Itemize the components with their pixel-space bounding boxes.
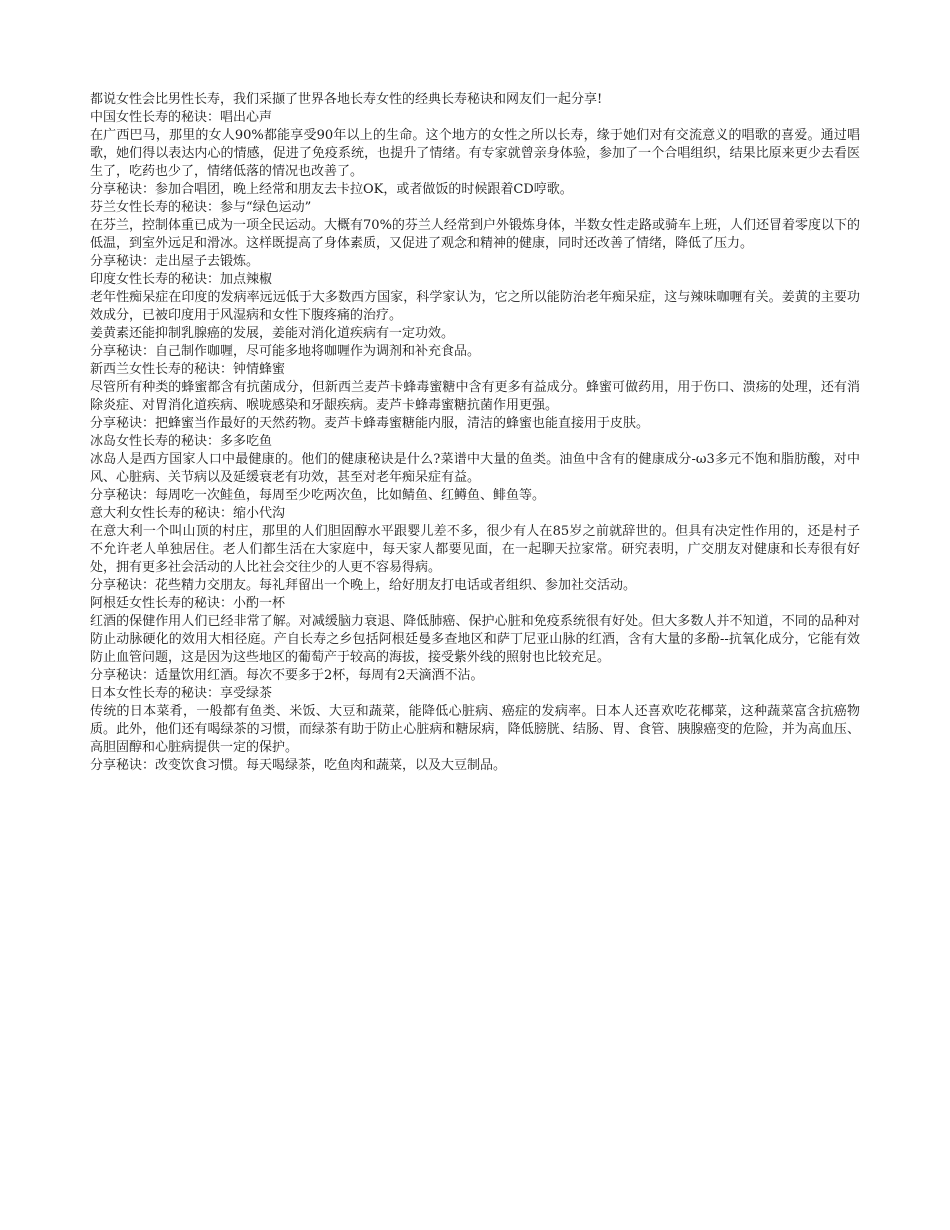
section-heading: 芬兰女性长寿的秘诀：参与“绿色运动”: [90, 200, 312, 215]
section-heading: 日本女性长寿的秘诀：享受绿茶: [90, 686, 273, 701]
share-tip: 分享秘诀：参加合唱团，晚上经常和朋友去卡拉OK，或者做饭的时候跟着CD哼歌。: [90, 182, 573, 197]
section-paragraph: 在意大利一个叫山顶的村庄，那里的人们胆固醇水平跟婴儿差不多，很少有人在85岁之前就辞世的。但具有决定性作用的，还是村子不允许老人单独居住。老人们都生活在大家庭中，每天家人都要见面，在一起聊天拉家常。研究表明，广交朋友对健康和长寿很有好处，拥有更多社会活动的人比社会交往少的人更不容易得病。: [90, 524, 860, 575]
section-iceland: [90, 433, 860, 505]
share-tip: 分享秘诀：把蜂蜜当作最好的天然药物。麦芦卡蜂毒蜜糖能内服，清洁的蜂蜜也能直接用于皮肤。: [90, 416, 650, 431]
section-heading: 阿根廷女性长寿的秘诀：小酌一杯: [90, 596, 286, 611]
section-china: [90, 109, 860, 199]
section-paragraph: 红酒的保健作用人们已经非常了解。对减缓脑力衰退、降低肺癌、保护心脏和免疫系统很有好处。但大多数人并不知道，不同的品种对防止动脉硬化的效用大相径庭。产自长寿之乡包括阿根廷曼多查地区和萨丁尼亚山脉的红酒，含有大量的多酚--抗氧化成分，它能有效防止血管问题，这是因为这些地区的葡萄产于较高的海拔，接受紫外线的照射也比较充足。: [90, 614, 860, 665]
section-paragraph: 在芬兰，控制体重已成为一项全民运动。大概有70%的芬兰人经常到户外锻炼身体，半数女性走路或骑车上班，人们还冒着零度以下的低温，到室外远足和滑冰。这样既提高了身体素质，又促进了观念和精神的健康，同时还改善了情绪，降低了压力。: [90, 218, 860, 251]
section-heading: 冰岛女性长寿的秘诀：多多吃鱼: [90, 434, 273, 449]
section-paragraph: 姜黄素还能抑制乳腺癌的发展，姜能对消化道疾病有一定功效。: [90, 326, 455, 341]
section-finland: [90, 199, 860, 271]
share-tip: 分享秘诀：适量饮用红酒。每次不要多于2杯，每周有2天滴酒不沾。: [90, 668, 484, 683]
share-tip: 分享秘诀：改变饮食习惯。每天喝绿茶，吃鱼肉和蔬菜，以及大豆制品。: [90, 758, 507, 773]
section-new-zealand: [90, 361, 860, 433]
section-heading: 意大利女性长寿的秘诀：缩小代沟: [90, 506, 286, 521]
section-japan: [90, 685, 860, 775]
section-paragraph: 传统的日本菜肴，一般都有鱼类、米饭、大豆和蔬菜，能降低心脏病、癌症的发病率。日本人还喜欢吃花椰菜，这种蔬菜富含抗癌物质。此外，他们还有喝绿茶的习惯，而绿茶有助于防止心脏病和糖尿病，降低膀胱、结肠、胃、食管、胰腺癌变的危险，并为高血压、高胆固醇和心脏病提供一定的保护。: [90, 704, 860, 755]
section-india: [90, 271, 860, 361]
article-body: [90, 91, 860, 775]
section-heading: 中国女性长寿的秘诀：唱出心声: [90, 110, 273, 125]
share-tip: 分享秘诀：走出屋子去锻炼。: [90, 254, 260, 269]
share-tip: 分享秘诀：每周吃一次鲑鱼，每周至少吃两次鱼，比如鲭鱼、红鳟鱼、鲱鱼等。: [90, 488, 546, 503]
section-italy: [90, 505, 860, 595]
section-paragraph: 老年性痴呆症在印度的发病率远远低于大多数西方国家，科学家认为，它之所以能防治老年痴呆症，这与辣味咖喱有关。姜黄的主要功效成分，已被印度用于风湿病和女性下腹疼痛的治疗。: [90, 290, 860, 323]
section-heading: 新西兰女性长寿的秘诀：钟情蜂蜜: [90, 362, 286, 377]
section-paragraph: 在广西巴马，那里的女人90%都能享受90年以上的生命。这个地方的女性之所以长寿，缘于她们对有交流意义的唱歌的喜爱。通过唱歌，她们得以表达内心的情感，促进了免疫系统，也提升了情绪。有专家就曾亲身体验，参加了一个合唱组织，结果比原来更少去看医生了，吃药也少了，情绪低落的情况也改善了。: [90, 128, 860, 179]
section-argentina: [90, 595, 860, 685]
section-paragraph: 尽管所有种类的蜂蜜都含有抗菌成分，但新西兰麦芦卡蜂毒蜜糖中含有更多有益成分。蜂蜜可做药用，用于伤口、溃疡的处理，还有消除炎症、对胃消化道疾病、喉咙感染和牙龈疾病。麦芦卡蜂毒蜜糖抗菌作用更强。: [90, 380, 860, 413]
share-tip: 分享秘诀：自己制作咖喱，尽可能多地将咖喱作为调剂和补充食品。: [90, 344, 481, 359]
section-heading: 印度女性长寿的秘诀：加点辣椒: [90, 272, 273, 287]
section-paragraph: 冰岛人是西方国家人口中最健康的。他们的健康秘诀是什么?菜谱中大量的鱼类。油鱼中含有的健康成分-ω3多元不饱和脂肪酸，对中风、心脏病、关节病以及延缓衰老有功效，甚至对老年痴呆症有益。: [90, 452, 860, 485]
share-tip: 分享秘诀：花些精力交朋友。每礼拜留出一个晚上，给好朋友打电话或者组织、参加社交活动。: [90, 578, 637, 593]
intro-paragraph: 都说女性会比男性长寿，我们采撷了世界各地长寿女性的经典长寿秘诀和网友们一起分享!: [90, 92, 603, 107]
